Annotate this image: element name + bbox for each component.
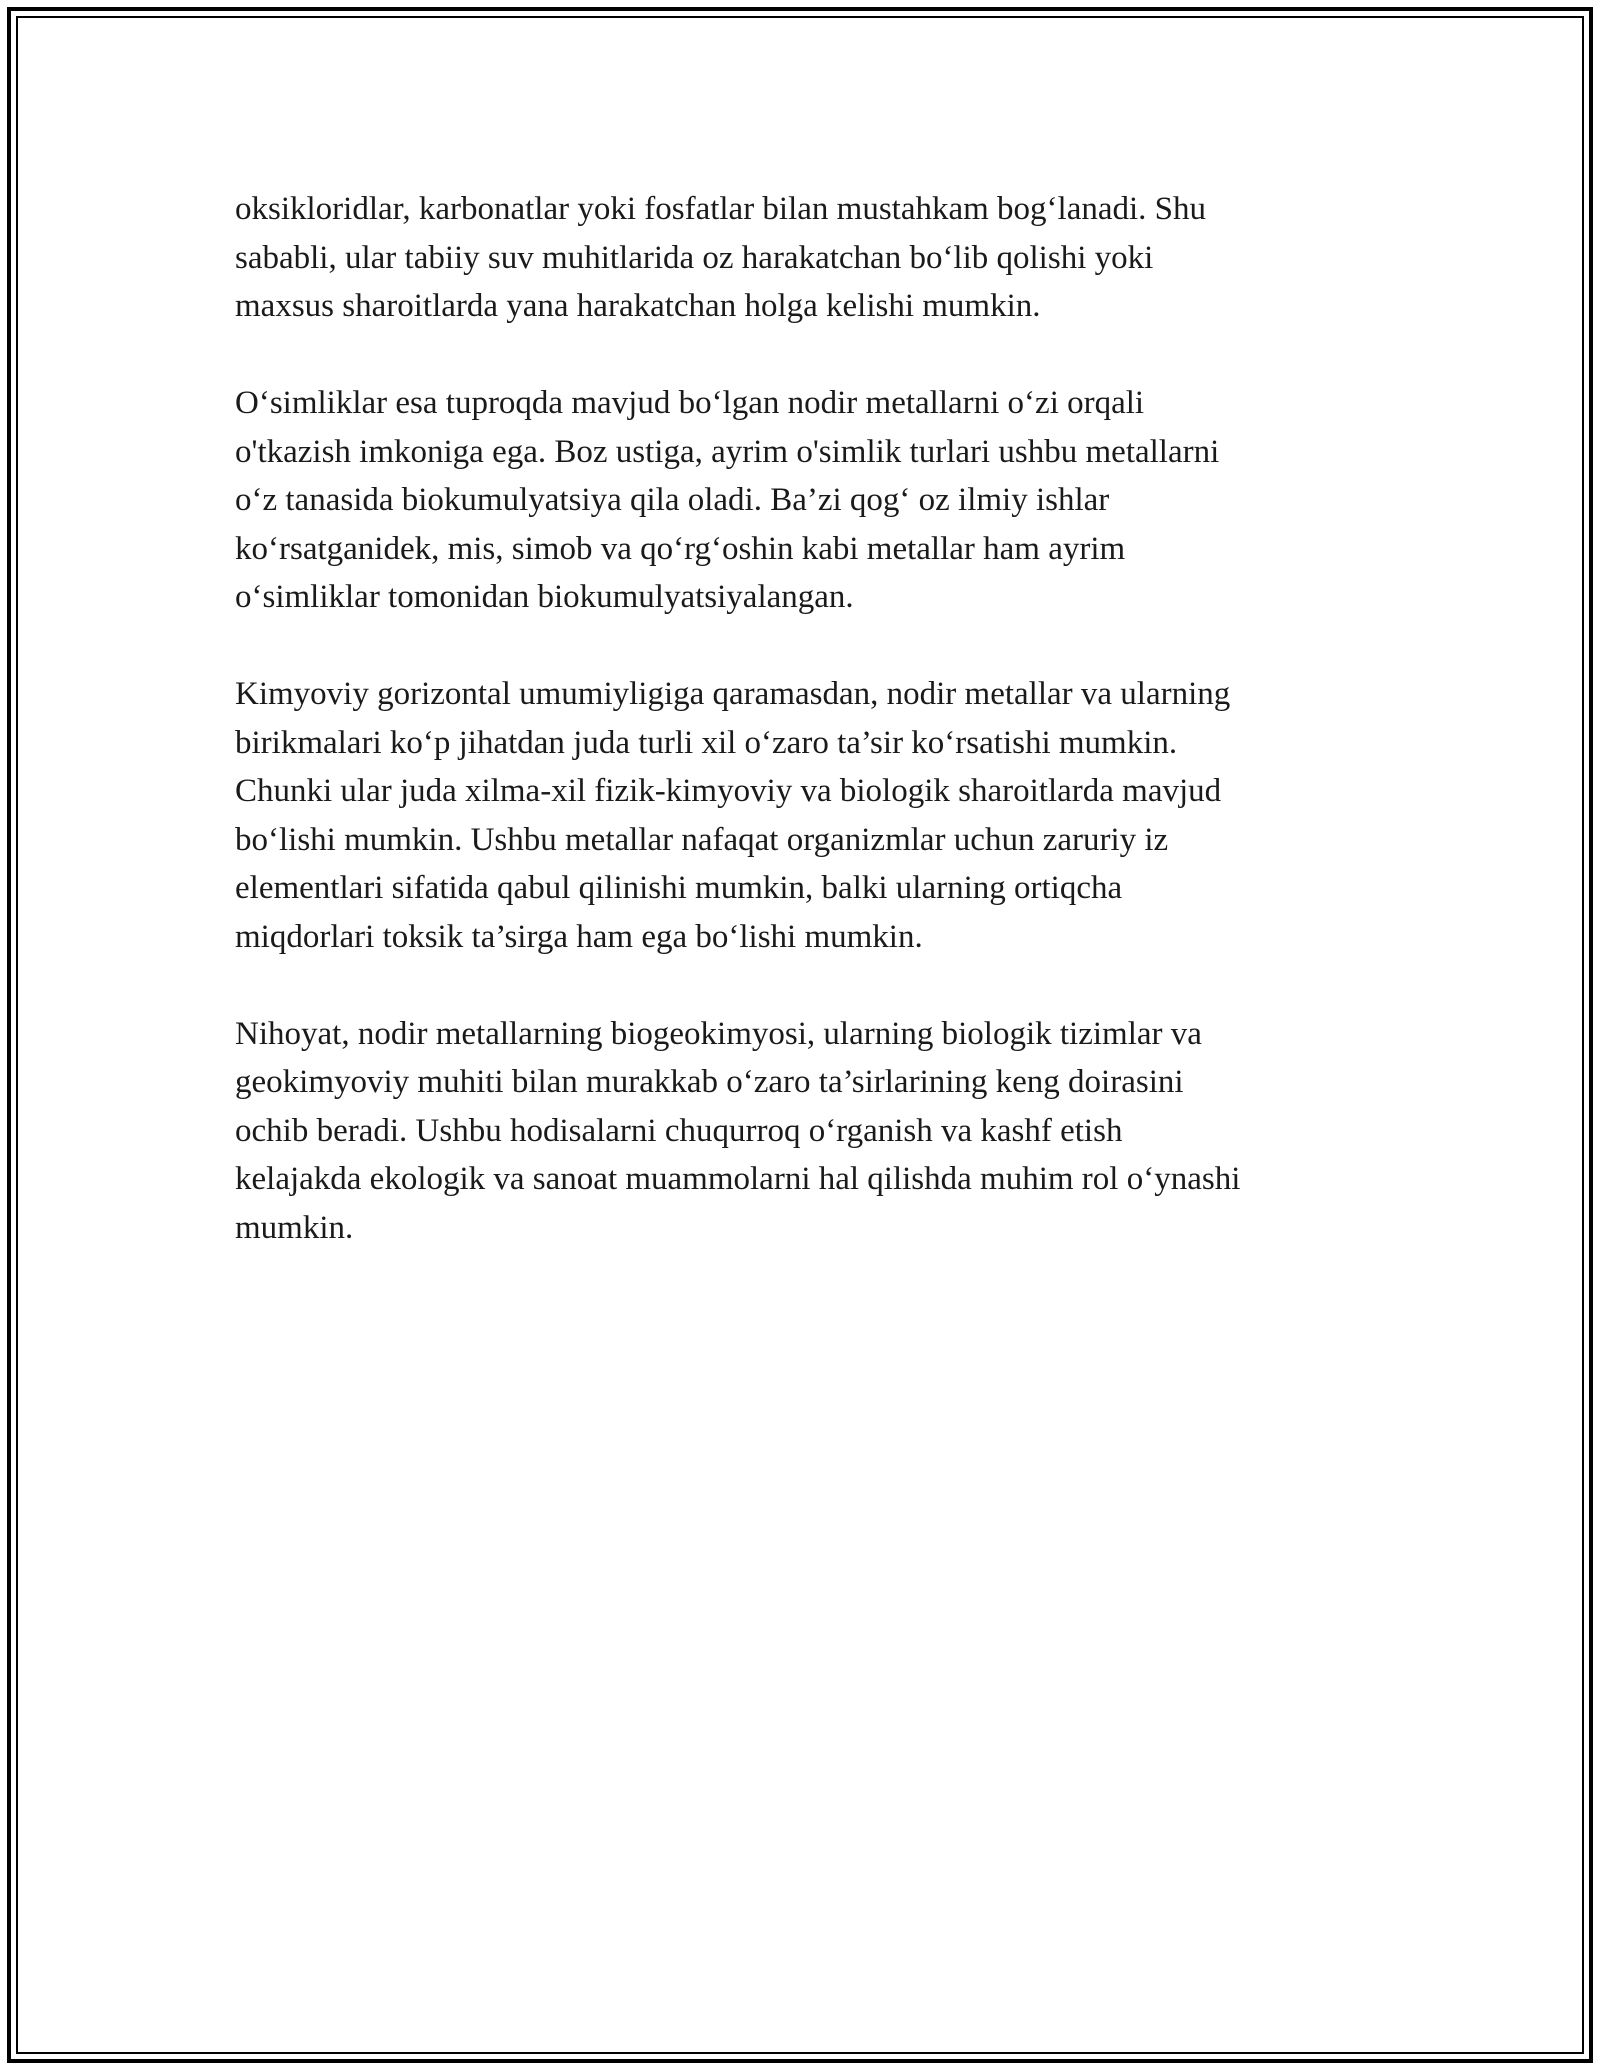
text-line: o‘simliklar tomonidan biokumulyatsiyalangan. [235,579,854,615]
text-line: oksikloridlar, karbonatlar yoki fosfatlar bilan mustahkam bog‘lanadi. Shu [235,191,1207,227]
text-line: o'tkazish imkoniga ega. Boz ustiga, ayrim o'simlik turlari ushbu metallarni [235,433,1220,470]
text-line: maxsus sharoitlarda yana harakatchan holga kelishi mumkin. [235,288,1041,324]
text-line: ko‘rsatganidek, mis, simob va qo‘rg‘oshin kabi metallar ham ayrim [235,530,1126,567]
text-line: Kimyoviy gorizontal umumiyligiga qaramasdan, nodir metallar va ularning [235,676,1231,712]
text-line: mumkin. [235,1209,354,1246]
text-line: o‘z tanasida biokumulyatsiya qila oladi. Ba’zi qog‘ oz ilmiy ishlar [235,482,1110,518]
text-line: sababli, ular tabiiy suv muhitlarida oz harakatchan bo‘lib qolishi yoki [235,239,1154,276]
paragraph-2 [235,379,1365,622]
paragraph-1 [235,185,1365,331]
text-line: Nihoyat, nodir metallarning biogeokimyosi, ularning biologik tizimlar va [235,1015,1202,1052]
text-line: geokimyoviy muhiti bilan murakkab o‘zaro ta’sirlarining keng doirasini [235,1064,1184,1100]
text-line: birikmalari ko‘p jihatdan juda turli xil o‘zaro ta’sir ko‘rsatishi mumkin. [235,724,1178,761]
text-line: Chunki ular juda xilma-xil fizik-kimyoviy va biologik sharoitlarda mavjud [235,773,1222,809]
paragraph-4 [235,1010,1365,1253]
text-line: ochib beradi. Ushbu hodisalarni chuqurroq o‘rganish va kashf etish [235,1112,1123,1149]
paragraph-3 [235,670,1365,961]
text-line: kelajakda ekologik va sanoat muammolarni hal qilishda muhim rol o‘ynashi [235,1161,1241,1197]
text-line: O‘simliklar esa tuproqda mavjud bo‘lgan nodir metallarni o‘zi orqali [235,385,1145,421]
text-line: elementlari sifatida qabul qilinishi mumkin, balki ularning ortiqcha [235,870,1123,906]
text-line: bo‘lishi mumkin. Ushbu metallar nafaqat organizmlar uchun zaruriy iz [235,821,1169,858]
text-line: miqdorlari toksik ta’sirga ham ega bo‘lishi mumkin. [235,918,923,955]
document-body [235,185,1365,1301]
